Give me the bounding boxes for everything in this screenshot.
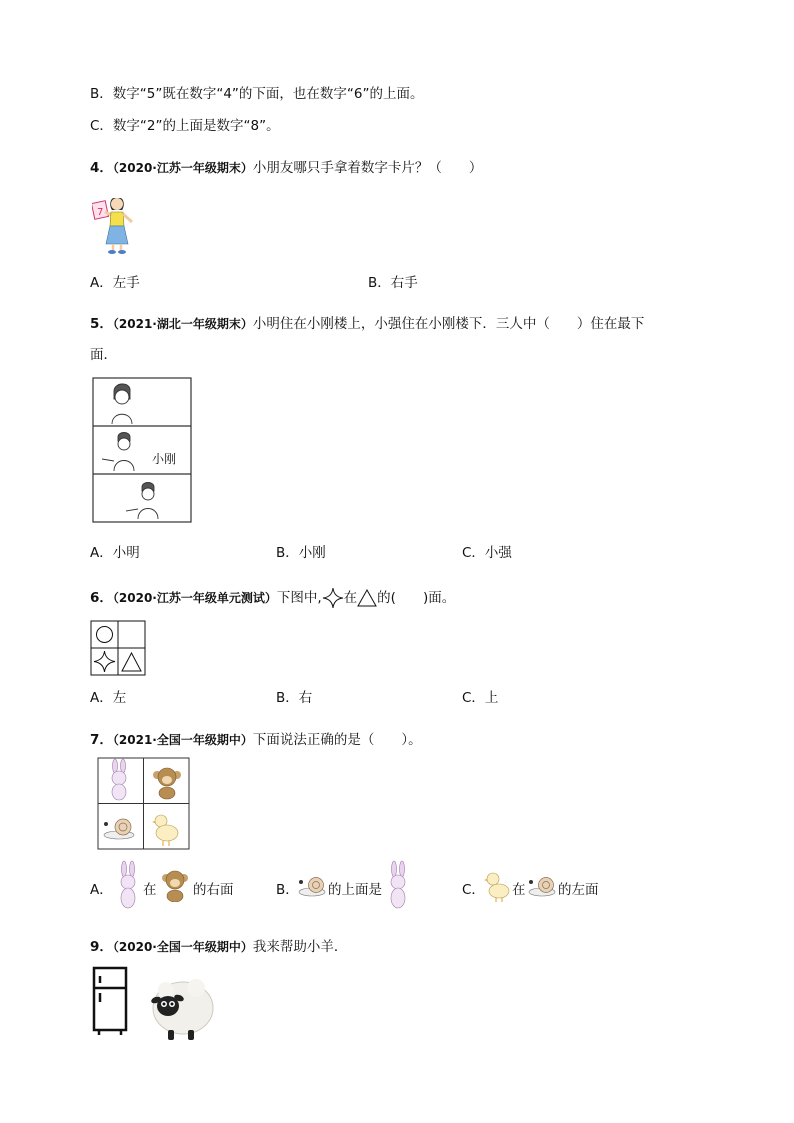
triangle-icon [357, 588, 377, 608]
girl-holding-card-illustration [92, 192, 142, 256]
q7-option-c-end: 的左面 [558, 882, 599, 898]
q6-text-pre: 下图中, [276, 590, 322, 606]
q5-option-a: A．小明 [90, 545, 140, 561]
q7-stem [90, 728, 422, 748]
snail-icon [528, 874, 558, 898]
q6-option-c: C．上 [462, 690, 499, 706]
q7-option-c-label: C． [462, 882, 485, 898]
animals-grid-figure [97, 757, 190, 850]
q5-option-b: B．小刚 [276, 545, 326, 561]
q7-option-b-label: B． [276, 882, 299, 898]
q7-option-a-mid: 在 [143, 882, 157, 898]
q5-text: 小明住在小刚楼上，小强住在小刚楼下．三人中（ ）住在最下 [252, 316, 645, 332]
rabbit-icon [386, 860, 410, 910]
building-floors-figure [92, 377, 192, 523]
q7-option-b [276, 878, 299, 898]
card-digit: 7 [97, 207, 104, 218]
q7-option-a-label: A． [90, 882, 113, 898]
q7-option-c [462, 878, 485, 898]
q6-text-post: 的( )面。 [377, 590, 456, 606]
q7-number: 7． [90, 732, 113, 748]
q5-stem [90, 312, 644, 332]
q6-text-mid: 在 [343, 590, 358, 606]
q9-text: 我来帮助小羊． [252, 939, 348, 955]
q4-source: （2020·江苏一年级期末） [112, 161, 253, 175]
number-card [92, 201, 109, 220]
q6-number: 6． [90, 590, 113, 606]
q3-option-c: C．数字“2”的上面是数字“8”。 [90, 118, 280, 134]
q5-source: （2021·湖北一年级期末） [112, 317, 253, 331]
q4-number: 4． [90, 160, 113, 176]
q4-stem [90, 156, 482, 176]
q3-option-b: B．数字“5”既在数字“4”的下面，也在数字“6”的上面。 [90, 86, 424, 102]
q6-stem [90, 586, 455, 609]
q6-option-a: A．左 [90, 690, 127, 706]
q5-option-c: C．小强 [462, 545, 512, 561]
star-icon [322, 587, 344, 609]
refrigerator-icon [92, 966, 128, 1036]
monkey-icon [160, 868, 190, 902]
q7-text: 下面说法正确的是（ ）。 [252, 732, 422, 748]
q5-stem-continued: 面． [90, 347, 117, 363]
q7-option-a [90, 878, 113, 898]
chick-icon [484, 870, 510, 902]
sheep-toy-icon [146, 976, 216, 1042]
q6-source: （2020·江苏一年级单元测试） [112, 591, 277, 605]
xiaogang-label: 小刚 [152, 452, 177, 466]
q7-option-a-end: 的右面 [193, 882, 234, 898]
q9-source: （2020·全国一年级期中） [112, 940, 253, 954]
q7-option-b-end: 的上面是 [328, 882, 382, 898]
q5-number: 5． [90, 316, 113, 332]
q7-source: （2021·全国一年级期中） [112, 733, 253, 747]
shapes-grid-figure [90, 620, 146, 676]
q9-stem [90, 935, 347, 955]
q4-option-b: B．右手 [368, 275, 418, 291]
q4-text: 小朋友哪只手拿着数字卡片？（ ） [252, 160, 483, 176]
q9-number: 9． [90, 939, 113, 955]
snail-icon [298, 874, 328, 898]
q4-option-a: A．左手 [90, 275, 140, 291]
rabbit-icon [116, 860, 140, 910]
q7-option-c-mid: 在 [512, 882, 526, 898]
q6-option-b: B．右 [276, 690, 313, 706]
